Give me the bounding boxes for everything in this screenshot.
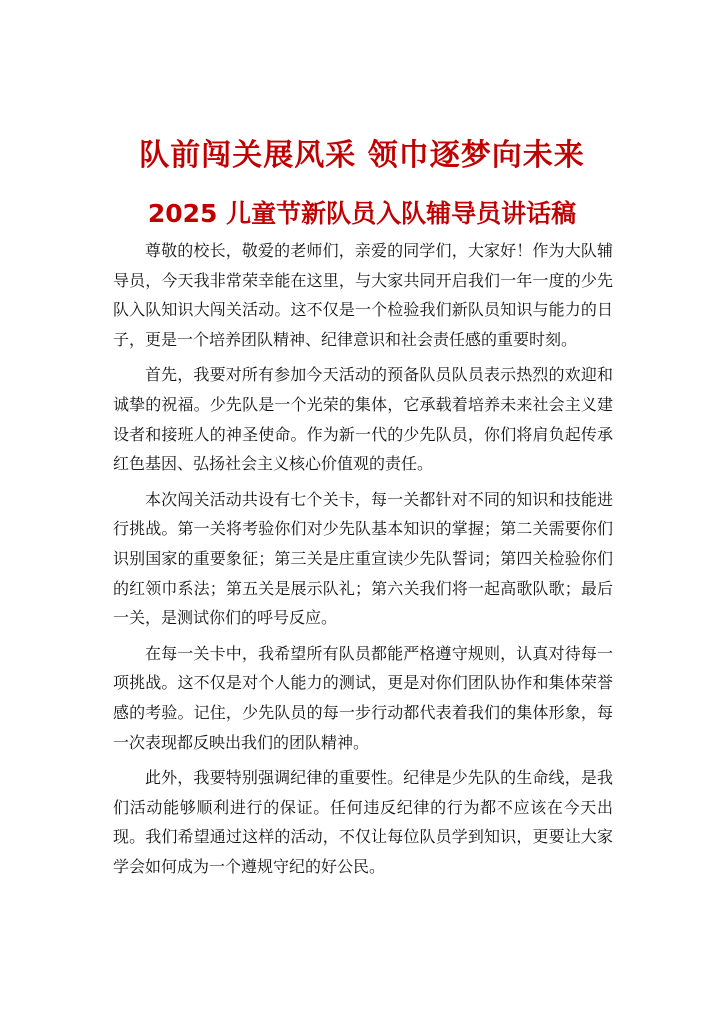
document-title: 队前闯关展风采 领巾逐梦向未来	[139, 138, 585, 173]
paragraph-welcome: 首先，我要对所有参加今天活动的预备队员队员表示热烈的欢迎和诚挚的祝福。少先队是一个光荣的集体，它承载着培养未来社会主义建设者和接班人的神圣使命。作为新一代的少先队员，你们将肩负起传承红色基因、弘扬社会主义核心价值观的责任。	[113, 365, 613, 474]
paragraph-rules: 在每一关卡中，我希望所有队员都能严格遵守规则，认真对待每一项挑战。这不仅是对个人能力的测试，更是对你们团队协作和集体荣誉感的考验。记住，少先队员的每一步行动都代表着我们的集体形象，每一次表现都反映出我们的团队精神。	[113, 643, 613, 752]
document-subtitle: 2025 儿童节新队员入队辅导员讲话稿	[147, 199, 577, 228]
speech-body	[113, 236, 613, 887]
paragraph-greeting: 尊敬的校长，敬爱的老师们，亲爱的同学们，大家好！作为大队辅导员，今天我非常荣幸能在这里，与大家共同开启我们一年一度的少先队入队知识大闯关活动。这不仅是一个检验我们新队员知识与能力的日子，更是一个培养团队精神、纪律意识和社会责任感的重要时刻。	[113, 241, 613, 349]
paragraph-levels: 本次闯关活动共设有七个关卡，每一关都针对不同的知识和技能进行挑战。第一关将考验你们对少先队基本知识的掌握；第二关需要你们识别国家的重要象征；第三关是庄重宣读少先队誓词；第四关检验你们的红领巾系法；第五关是展示队礼；第六关我们将一起高歌队歌；最后一关，是测试你们的呼号反应。	[113, 489, 613, 628]
paragraph-discipline: 此外，我要特别强调纪律的重要性。纪律是少先队的生命线，是我们活动能够顺利进行的保证。任何违反纪律的行为都不应该在今天出现。我们希望通过这样的活动，不仅让每位队员学到知识，更要让大家学会如何成为一个遵规守纪的好公民。	[113, 768, 613, 876]
